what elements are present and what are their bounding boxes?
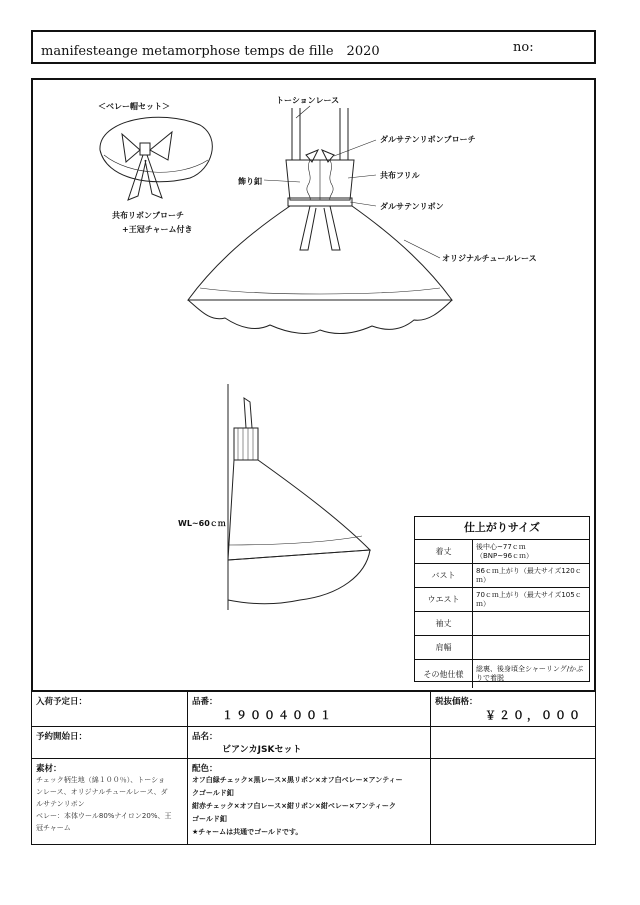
size-value: [473, 612, 589, 635]
color-line: ★チャームは共通でゴールドです。: [192, 828, 303, 836]
size-key: その他仕様: [415, 660, 473, 688]
item-no: １９００４００１: [222, 709, 334, 722]
material-line: チェック柄生地（綿１００％）、トーショ: [36, 776, 166, 784]
price-label: 税抜価格：: [435, 697, 478, 707]
label-torchon-lace: トーションレース: [276, 96, 340, 105]
product-info-table: [31, 691, 596, 845]
color-line: オフ白緑チェック×黒レース×黒リボン×オフ白ベレー×アンティー: [192, 776, 403, 784]
label-satin-ribbon: ダルサテンリボン: [380, 202, 444, 211]
label-fabric-frill: 共布フリル: [380, 171, 420, 180]
size-value: 総裏、後身頃全シャーリング/かぶりで着脱: [476, 665, 584, 682]
product-name: ビアンカJSKセット: [222, 745, 302, 755]
size-key: ウエスト: [415, 588, 473, 611]
item-no-label: 品番：: [192, 697, 218, 707]
size-table-title: 仕上がりサイズ: [415, 517, 589, 540]
material-line: ベレー：本体ウール80%ナイロン20%、王: [36, 812, 172, 820]
color-line: クゴールド釦: [192, 789, 234, 797]
color-line: ゴールド釦: [192, 815, 227, 823]
label-beret-brooch-2: +王冠チャーム付き: [122, 225, 193, 234]
beret-drawing: [100, 117, 212, 200]
size-value: 86ｃｍ上がり（最大サイズ120ｃｍ）: [476, 566, 582, 584]
size-key: バスト: [415, 564, 473, 587]
size-row: [415, 636, 589, 660]
name-label: 品名：: [192, 732, 218, 742]
size-key: 袖丈: [415, 612, 473, 635]
label-beret-brooch-1: 共布リボンブローチ: [112, 211, 184, 220]
material-line: 冠チャーム: [36, 824, 71, 832]
material-line: ンレース、オリジナルチュールレース、ダ: [36, 788, 168, 796]
size-value: 後中心~77ｃｍ （BNP~96ｃｍ）: [476, 542, 534, 560]
label-original-tulle-lace: オリジナルチュールレース: [442, 254, 537, 263]
material-line: ルサテンリボン: [36, 800, 85, 808]
size-value: [473, 636, 589, 659]
size-value: 70ｃｍ上がり（最大サイズ105ｃｍ）: [476, 590, 582, 608]
label-decor-button: 飾り釦: [238, 177, 262, 186]
size-row: [415, 612, 589, 636]
label-satin-ribbon-brooch: ダルサテンリボンブローチ: [380, 135, 476, 144]
material-label: 素材：: [36, 764, 62, 774]
label-waist: WL~60ｃｍ: [178, 519, 226, 528]
size-row: [415, 588, 589, 612]
collection-title: manifesteange metamorphose temps de fille 2020: [41, 44, 380, 59]
price: ￥２０，０００: [485, 709, 583, 722]
number-label: no:: [513, 40, 534, 55]
size-row: [415, 564, 589, 588]
size-row: [415, 540, 589, 564]
color-line: 紺赤チェック×オフ白レース×紺リボン×紺ベレー×アンティーク: [192, 802, 396, 810]
arrival-label: 入荷予定日：: [36, 697, 88, 707]
dress-side-drawing: [228, 384, 370, 610]
size-key: 着丈: [415, 540, 473, 563]
size-row: [415, 660, 589, 688]
preorder-label: 予約開始日：: [36, 732, 88, 742]
size-table: [414, 516, 590, 682]
size-key: 肩幅: [415, 636, 473, 659]
label-beret-set: ＜ベレー帽セット＞: [98, 102, 170, 111]
color-label: 配色：: [192, 764, 218, 774]
